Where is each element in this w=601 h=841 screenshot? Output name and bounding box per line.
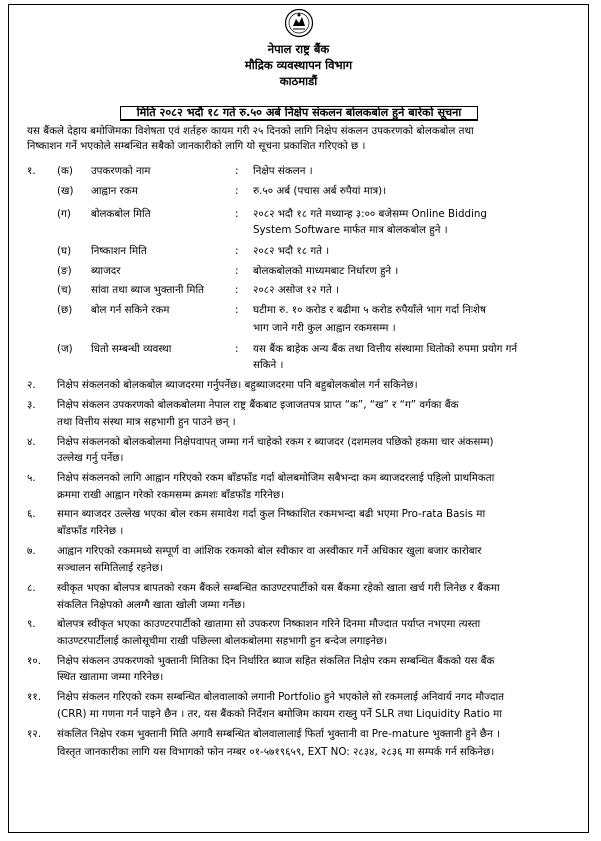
item-line: आह्वान गरिएको रकममध्ये सम्पूर्ण वा आंशिक रकमको बोल स्वीकार वा अस्वीकार गर्ने अधिकार खुला बजार कारोबार [57, 545, 482, 557]
item-line: स्थित खातामा जम्मा गरिनेछ। [57, 671, 164, 683]
notice-page [8, 4, 589, 833]
item-line: निक्षेप संकलनको बोलकबोलमा निक्षेपवापत् जम्मा गर्न चाहेको रकम र ब्याजदर (दशमलव पछिको हकमा चार अंकसम्म) [57, 436, 494, 448]
row-colon: : [235, 208, 239, 220]
bank-name: नेपाल राष्ट्र बैंक [267, 42, 330, 56]
row-value: System Software मार्फत मात्र बोलकबोल हुने । [253, 224, 448, 236]
item-line: बाँडफाँड गरिनेछ । [57, 525, 124, 537]
item-number: २. [27, 379, 36, 391]
item-number: १२. [27, 728, 41, 740]
department-name: मौद्रिक व्यवस्थापन विभाग [244, 58, 353, 72]
row-letter: (ज) [57, 343, 73, 355]
row-label: सांवा तथा ब्याज भुक्तानी मिति [91, 284, 204, 296]
row-letter: (घ) [57, 245, 72, 257]
row-colon: : [235, 304, 239, 316]
row-value: निक्षेप संकलन । [253, 165, 313, 177]
item-line: (CRR) मा गणना गर्न पाइने छैन । तर, यस बैंकको निर्देशन बमोजिम कायम राख्नु पर्ने SLR तथा Liquidity Ratio मा [57, 708, 502, 720]
row-letter: (च) [57, 284, 72, 296]
row-label: बोलकबोल मिति [91, 208, 151, 220]
row-colon: : [235, 343, 239, 355]
item-line: काउण्टरपार्टीलाई कालोसूचीमा राखी पछिल्ला बोलकबोलमा सहभागी हुन बन्देज लगाइनेछ। [57, 635, 388, 647]
item-line: विस्तृत जानकारीका लागि यस विभागको फोन नम्बर ०१-५७१९६५९, EXT NO: २८३४, २८३६ मा सम्पर्क गर्न सकिनेछ। [57, 746, 495, 758]
row-letter: (छ) [57, 304, 73, 316]
city-name: काठमाडौं [279, 74, 318, 88]
row-colon: : [235, 165, 239, 177]
row-colon: : [235, 265, 239, 277]
item-line: समान ब्याजदर उल्लेख भएका बोल रकम समावेश गर्दा कुल निष्काशित रकमभन्दा बढी भएमा Pro-rata Basis मा [57, 508, 486, 520]
row-letter: (ङ) [57, 265, 72, 277]
item-line: तथा वित्तीय संस्था मात्र सहभागी हुन पाउने छन् । [57, 416, 236, 428]
row-label: निष्काशन मिति [91, 245, 147, 257]
row-label: ब्याजदर [91, 265, 121, 277]
row-value: सकिने । [253, 359, 284, 371]
row-label: बोल गर्न सकिने रकम [91, 304, 170, 316]
row-colon: : [235, 245, 239, 257]
row-value: घटीमा रु. १० करोड र बढीमा ५ करोड रुपैयाँले भाग गर्दा निःशेष [253, 304, 486, 316]
row-label: उपकरणको नाम [91, 165, 151, 177]
notice-title: मिति २०८२ भदौ १८ गते रु.५० अर्ब निक्षेप संकलन बोलकबोल हुने बारेको सूचना [120, 106, 478, 121]
intro-line: यस बैंकले देहाय बमोजिमका विशेषता एवं शर्तहरु कायम गरी २५ दिनको लागि निक्षेप संकलन उपकरणको बोलकबोल तथा [27, 125, 474, 137]
row-value: २०८२ भदौ १८ गते मध्यान्ह ३:०० बजेसम्म Online Bidding [253, 208, 487, 220]
row-value: बोलकबोलको माध्यमबाट निर्धारण हुने । [253, 265, 399, 277]
row-colon: : [235, 185, 239, 197]
item-number: ९. [27, 618, 36, 630]
row-value: रु.५० अर्ब (पचास अर्ब रुपैयां मात्र)। [253, 185, 387, 197]
row-value: भाग जाने गरी कुल आह्वान रकमसम्म । [253, 322, 396, 334]
item-line: निक्षेप संकलनको लागि आह्वान गरिएको रकम बाँडफाँड गर्दा बोलबमोजिम सबैभन्दा कम ब्याजदरलाई पहिलो प्राथमिकता [57, 472, 495, 484]
item-number: १. [27, 165, 36, 177]
item-line: निक्षेप संकलन गरिएको रकम सम्बन्धित बोलवालाको लगानी Portfolio हुने भएकोले सो रकमलाई अनिवार्य नगद मौज्दात [57, 691, 505, 703]
item-line: संकलित निक्षेप रकम भुक्तानी मिति अगावै सम्बन्धित बोलवालालाई फिर्ता भुक्तानी वा Pre-mature भुक्तानी हुने छैन । [57, 728, 500, 740]
item-line: क्रममा राखी आह्वान गरेको रकमसम्म क्रमशः बाँडफाँड गरिनेछ। [57, 489, 284, 501]
item-number: ७. [27, 545, 36, 557]
item-line: निक्षेप संकलनको बोलकबोल ब्याजदरमा गर्नुपर्नेछ। बहुब्याजदरमा पनि बहुबोलकबोल गर्न सकिनेछ। [57, 379, 418, 391]
item-line: निक्षेप संकलन उपकरणको भुक्तानी मितिका दिन निर्धारित ब्याज सहित संकलित निक्षेप रकम सम्बन्धित बैंकको यस बैंक [57, 655, 495, 667]
row-letter: (ग) [57, 208, 71, 220]
item-line: उल्लेख गर्नु पर्नेछ। [57, 452, 124, 464]
item-number: ४. [27, 436, 36, 448]
nrb-emblem-icon [284, 8, 314, 38]
item-line: सञ्चालन समितिलाई रहनेछ। [57, 562, 163, 574]
row-label: धितो सम्बन्धी व्यवस्था [91, 343, 172, 355]
item-number: १०. [27, 655, 41, 667]
item-number: ८. [27, 582, 36, 594]
row-letter: (क) [57, 165, 73, 177]
item-line: संकलित निक्षेपको अलग्गै खाता खोली जम्मा गर्नेछ। [57, 599, 246, 611]
item-number: ३. [27, 399, 36, 411]
item-line: निक्षेप संकलन उपकरणको बोलकबोलमा नेपाल राष्ट्र बैंकबाट इजाजतपत्र प्राप्त “क”, “ख” र “ग” वर्गका बैंक [57, 399, 459, 411]
item-number: ६. [27, 508, 36, 520]
item-line: बोलपत्र स्वीकृत भएका काउण्टरपार्टीको खातामा सो उपकरण निष्काशन गरिने दिनमा मौज्दात पर्याप्त नभएमा त्यस्ता [57, 618, 481, 630]
item-line: स्वीकृत भएका बोलपत्र बापतको रकम बैंकले सम्बन्धित काउण्टरपार्टीको यस बैंकमा रहेको खाता खर्च गरी लिनेछ र बैंकमा [57, 582, 500, 594]
row-letter: (ख) [57, 185, 74, 197]
row-label: आह्वान रकम [91, 185, 138, 197]
row-colon: : [235, 284, 239, 296]
item-number: ११. [27, 691, 41, 703]
row-value: २०८२ असोज १२ गते । [253, 284, 339, 296]
row-value: २०८२ भदौ १८ गते । [253, 245, 330, 257]
intro-line: निष्काशन गर्ने भएकोले सम्बन्धित सबैको जानकारीको लागि यो सूचना प्रकाशित गरिएको छ । [27, 140, 366, 152]
row-value: यस बैंक बाहेक अन्य बैंक तथा वित्तीय संस्थामा धितोको रुपमा प्रयोग गर्न [253, 343, 518, 355]
item-number: ५. [27, 472, 36, 484]
